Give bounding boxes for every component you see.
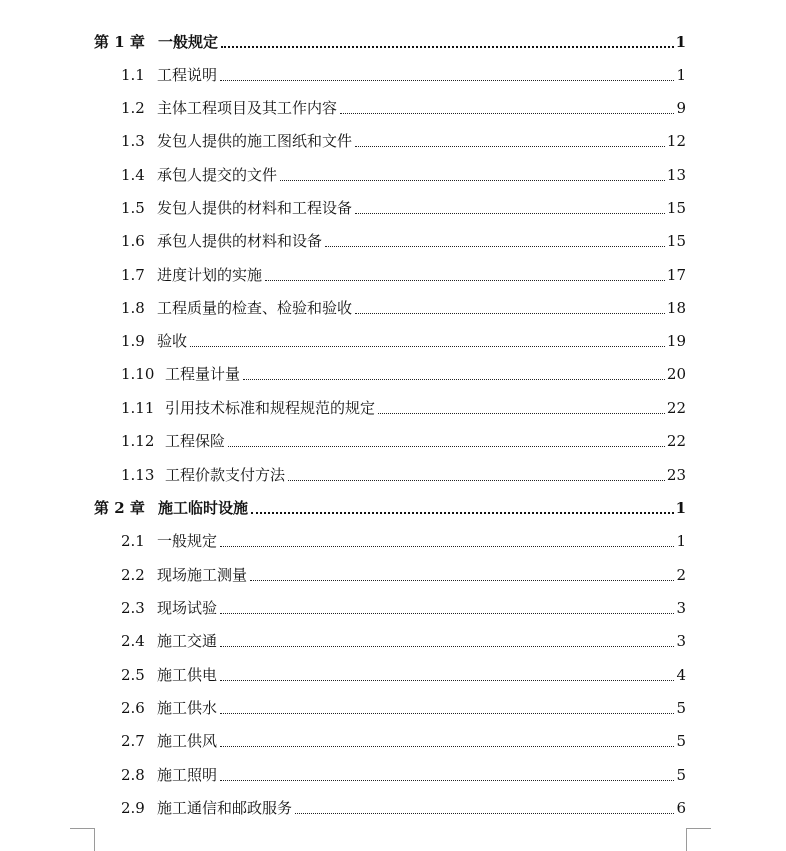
dot-leader — [220, 679, 674, 681]
toc-page-number: 1 — [676, 532, 686, 550]
toc-page-number: 15 — [666, 232, 686, 250]
toc-entry-1-3[interactable] — [121, 127, 686, 151]
toc-page-number: 17 — [666, 266, 686, 284]
toc-number: 1.4 — [121, 166, 145, 184]
toc-number: 1.5 — [121, 199, 145, 217]
dot-leader — [355, 312, 665, 314]
toc-title: 引用技术标准和规程规范的规定 — [165, 399, 376, 417]
toc-page-number: 22 — [666, 432, 686, 450]
toc-entry-1-11[interactable] — [121, 394, 686, 418]
toc-number: 1.6 — [121, 232, 145, 250]
toc-title: 施工交通 — [157, 632, 218, 650]
toc-title: 现场施工测量 — [157, 566, 248, 584]
toc-entry-2-3[interactable] — [121, 594, 686, 618]
toc-page-number: 15 — [666, 199, 686, 217]
toc-page-number: 1 — [675, 33, 686, 51]
toc-title: 施工通信和邮政服务 — [157, 799, 293, 817]
toc-title: 工程保险 — [165, 432, 226, 450]
toc-number: 1.11 — [121, 399, 155, 417]
toc-title: 施工供水 — [157, 699, 218, 717]
toc-title: 主体工程项目及其工作内容 — [157, 99, 338, 117]
toc-entry-1-10[interactable] — [121, 360, 686, 384]
toc-page-number: 3 — [676, 599, 686, 617]
toc-page-number: 5 — [676, 699, 686, 717]
toc-page-number: 2 — [676, 566, 686, 584]
toc-title: 施工临时设施 — [158, 499, 249, 517]
toc-entry-1-5[interactable] — [121, 194, 686, 218]
toc-number: 2.9 — [121, 799, 145, 817]
toc-entry-1-8[interactable] — [121, 294, 686, 318]
toc-number: 2.4 — [121, 632, 145, 650]
toc-chapter-1[interactable] — [94, 28, 686, 52]
toc-number: 1.10 — [121, 365, 155, 383]
dot-leader — [325, 245, 665, 247]
dot-leader — [220, 612, 674, 614]
toc-title: 发包人提供的施工图纸和文件 — [157, 132, 353, 150]
toc-number: 2.6 — [121, 699, 145, 717]
dot-leader — [288, 479, 665, 481]
toc-title: 工程价款支付方法 — [165, 466, 286, 484]
toc-title: 现场试验 — [157, 599, 218, 617]
toc-title: 一般规定 — [158, 33, 219, 51]
toc-title: 工程量计量 — [165, 365, 241, 383]
toc-entry-2-7[interactable] — [121, 727, 686, 751]
toc-page-number: 1 — [675, 499, 686, 517]
toc-number: 1.8 — [121, 299, 145, 317]
toc-page-number: 5 — [676, 766, 686, 784]
dot-leader — [220, 712, 674, 714]
dot-leader — [280, 179, 665, 181]
toc-page-number: 23 — [666, 466, 686, 484]
toc-entry-2-1[interactable] — [121, 527, 686, 551]
toc-entry-1-12[interactable] — [121, 427, 686, 451]
toc-page-number: 20 — [666, 365, 686, 383]
toc-title: 承包人提供的材料和设备 — [157, 232, 323, 250]
toc-number: 2.2 — [121, 566, 145, 584]
page-corner-mark-right — [686, 828, 711, 851]
dot-leader — [220, 79, 674, 81]
toc-number: 2.8 — [121, 766, 145, 784]
toc-number: 1.1 — [121, 66, 145, 84]
toc-entry-1-1[interactable] — [121, 61, 686, 85]
toc-page-number: 19 — [666, 332, 686, 350]
toc-entry-2-8[interactable] — [121, 761, 686, 785]
toc-number: 2.1 — [121, 532, 145, 550]
toc-number: 第 1 章 — [94, 33, 145, 51]
toc-page-number: 12 — [666, 132, 686, 150]
dot-leader — [378, 412, 665, 414]
toc-entry-1-7[interactable] — [121, 261, 686, 285]
toc-page-number: 13 — [666, 166, 686, 184]
toc-title: 发包人提供的材料和工程设备 — [157, 199, 353, 217]
toc-page-number: 9 — [676, 99, 686, 117]
toc-title: 验收 — [157, 332, 188, 350]
dot-leader — [355, 145, 665, 147]
toc-number: 1.13 — [121, 466, 155, 484]
page-corner-mark-left — [70, 828, 95, 851]
dot-leader — [355, 212, 665, 214]
toc-number: 2.7 — [121, 732, 145, 750]
toc-entry-1-4[interactable] — [121, 161, 686, 185]
toc-title: 承包人提交的文件 — [157, 166, 278, 184]
toc-title: 进度计划的实施 — [157, 266, 263, 284]
toc-number: 1.12 — [121, 432, 155, 450]
toc-number: 2.3 — [121, 599, 145, 617]
toc-page-number: 18 — [666, 299, 686, 317]
toc-title: 施工供风 — [157, 732, 218, 750]
dot-leader — [228, 445, 665, 447]
dot-leader — [243, 378, 665, 380]
dot-leader — [340, 112, 674, 114]
toc-number: 1.2 — [121, 99, 145, 117]
dot-leader — [220, 745, 674, 747]
dot-leader — [220, 645, 674, 647]
toc-entry-2-2[interactable] — [121, 561, 686, 585]
toc-number: 2.5 — [121, 666, 145, 684]
toc-entry-1-13[interactable] — [121, 461, 686, 485]
toc-entry-2-5[interactable] — [121, 661, 686, 685]
dot-leader — [265, 279, 665, 281]
toc-page-number: 3 — [676, 632, 686, 650]
dot-leader — [220, 779, 674, 781]
dot-leader — [220, 545, 674, 547]
dot-leader — [295, 812, 674, 814]
toc-page-number: 1 — [676, 66, 686, 84]
toc-chapter-2[interactable] — [94, 494, 686, 518]
toc-page-number: 22 — [666, 399, 686, 417]
dot-leader — [250, 579, 674, 581]
toc-entry-1-2[interactable] — [121, 94, 686, 118]
toc-title: 工程说明 — [157, 66, 218, 84]
toc-title: 工程质量的检查、检验和验收 — [157, 299, 353, 317]
toc-number: 第 2 章 — [94, 499, 145, 517]
toc-entry-2-4[interactable] — [121, 627, 686, 651]
toc-title: 一般规定 — [157, 532, 218, 550]
toc-page-number: 4 — [676, 666, 686, 684]
toc-entry-1-6[interactable] — [121, 227, 686, 251]
toc-title: 施工照明 — [157, 766, 218, 784]
dot-leader — [221, 45, 674, 48]
toc-entry-1-9[interactable] — [121, 327, 686, 351]
toc-entry-2-6[interactable] — [121, 694, 686, 718]
toc-number: 1.3 — [121, 132, 145, 150]
toc-page-number: 5 — [676, 732, 686, 750]
dot-leader — [251, 511, 674, 514]
toc-number: 1.9 — [121, 332, 145, 350]
dot-leader — [190, 345, 665, 347]
toc-page-number: 6 — [676, 799, 686, 817]
toc-entry-2-9[interactable] — [121, 794, 686, 818]
toc-number: 1.7 — [121, 266, 145, 284]
toc-title: 施工供电 — [157, 666, 218, 684]
